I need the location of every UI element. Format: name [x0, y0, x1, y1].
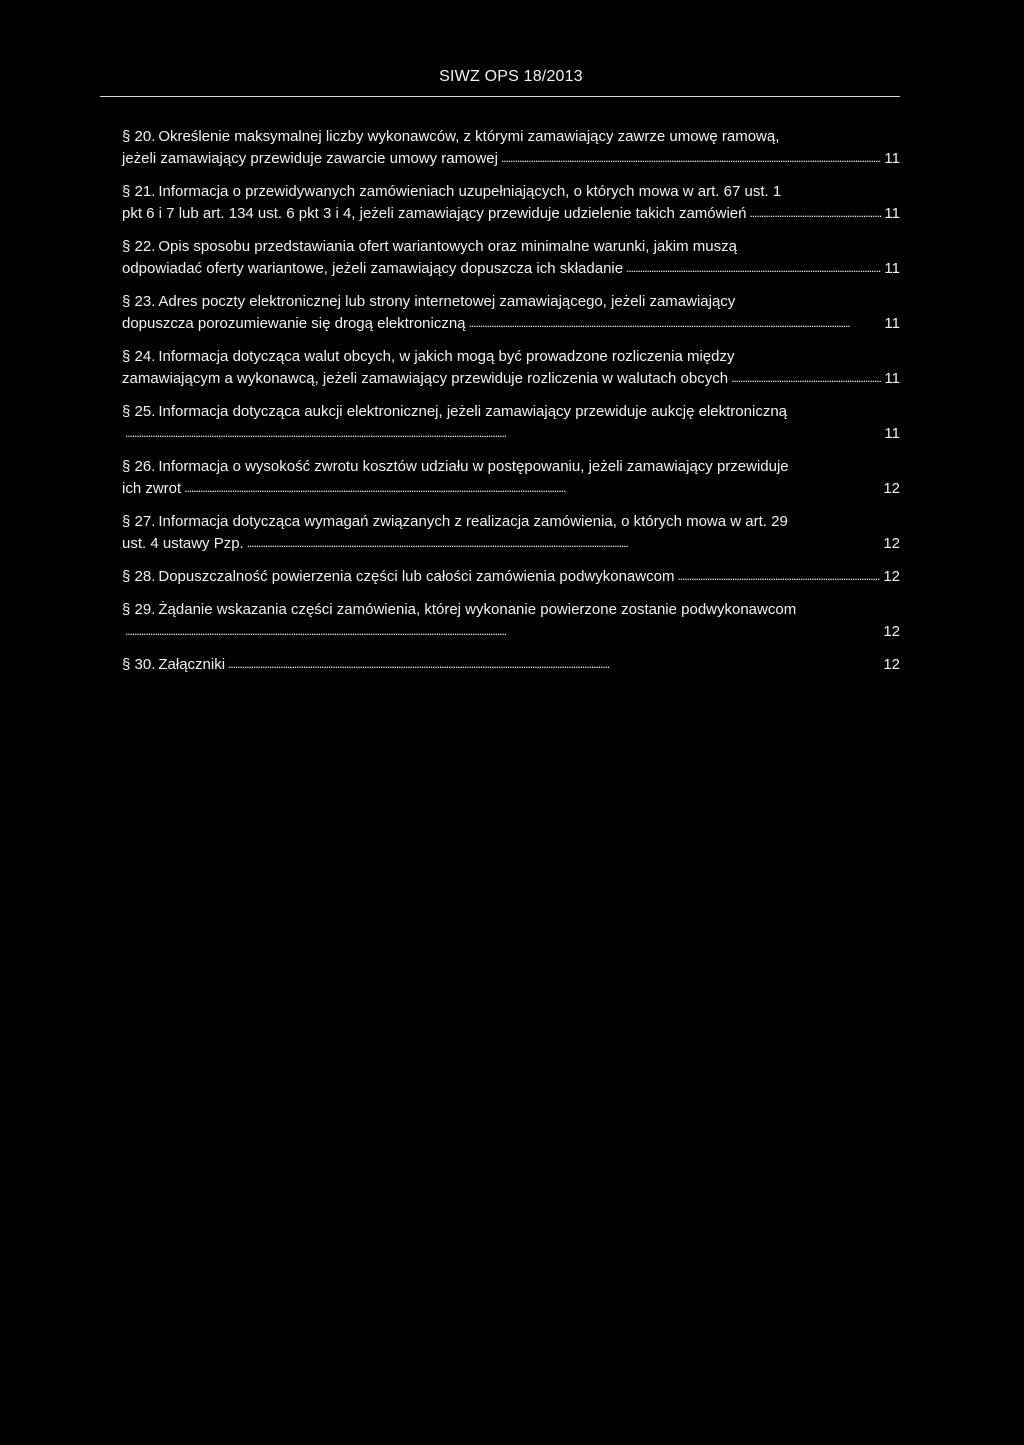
- section-number: § 26.: [122, 458, 156, 475]
- page-number: 11: [884, 205, 900, 222]
- toc-entry-title: Żądanie wskazania części zamówienia, której wykonanie powierzone zostanie podwykonawcom: [158, 601, 797, 618]
- toc-entry-text: [122, 236, 900, 258]
- toc-entry-title: Adres poczty elektronicznej lub strony internetowej zamawiającego, jeżeli zamawiający: [158, 293, 736, 310]
- leader-dots: [626, 257, 881, 279]
- toc-entry-leader-line: [122, 368, 900, 390]
- table-of-contents: [122, 126, 900, 687]
- page-number: 11: [884, 370, 900, 387]
- header-rule: [100, 96, 900, 97]
- toc-entry-title: [122, 148, 498, 170]
- toc-entry-title: Informacja dotycząca wymagań związanych z realizacja zamówienia, o których mowa w art. 29: [158, 513, 788, 530]
- toc-entry-text: [122, 401, 900, 423]
- leader-dots: [501, 147, 881, 169]
- toc-entry-title-end: odpowiadać oferty wariantowe, jeżeli zamawiający dopuszcza ich składanie: [122, 260, 624, 277]
- page-number: 11: [884, 150, 900, 167]
- toc-entry[interactable]: [122, 599, 900, 643]
- toc-entry-title: [122, 478, 181, 500]
- toc-entry-text: [122, 291, 900, 313]
- leader-dots: [184, 477, 880, 499]
- leader-dots: [228, 653, 880, 675]
- toc-entry-leader-line: [122, 654, 900, 676]
- leader-dots: [125, 620, 880, 642]
- toc-entry-leader-line: [122, 258, 900, 280]
- toc-entry-leader-line: [122, 533, 900, 555]
- page-header: SIWZ OPS 18/2013: [439, 68, 583, 85]
- toc-entry-title: [122, 203, 747, 225]
- section-number: § 23.: [122, 293, 156, 310]
- toc-entry-title: Informacja o wysokość zwrotu kosztów udziału w postępowaniu, jeżeli zamawiający przewiduje: [158, 458, 789, 475]
- toc-entry[interactable]: [122, 401, 900, 445]
- toc-entry[interactable]: [122, 291, 900, 335]
- toc-entry-title-end: pkt 6 i 7 lub art. 134 ust. 6 pkt 3 i 4, jeżeli zamawiający przewiduje udzielenie takich zamówień: [122, 205, 747, 222]
- toc-entry[interactable]: [122, 126, 900, 170]
- section-number: § 25.: [122, 403, 156, 420]
- toc-entry[interactable]: [122, 181, 900, 225]
- toc-entry-title-end: ust. 4 ustawy Pzp.: [122, 535, 244, 552]
- page-number: 12: [883, 623, 900, 640]
- leader-dots: [677, 565, 880, 587]
- page-number: 12: [883, 656, 900, 673]
- toc-entry-title: Informacja dotycząca walut obcych, w jakich mogą być prowadzone rozliczenia między: [158, 348, 735, 365]
- page-number: 11: [884, 425, 900, 442]
- page-number: 11: [884, 260, 900, 277]
- toc-entry-title: [122, 566, 674, 588]
- toc-entry[interactable]: [122, 346, 900, 390]
- leader-dots: [750, 202, 882, 224]
- toc-entry-title: [122, 654, 225, 676]
- toc-entry-leader-line: [122, 203, 900, 225]
- toc-entry-leader-line: [122, 148, 900, 170]
- toc-entry-text: [122, 511, 900, 533]
- leader-dots: [731, 367, 881, 389]
- section-number: § 24.: [122, 348, 156, 365]
- section-number: § 30.: [122, 656, 156, 673]
- section-number: § 22.: [122, 238, 156, 255]
- toc-entry-text: [122, 346, 900, 368]
- toc-entry-title-end: zamawiającym a wykonawcą, jeżeli zamawiający przewiduje rozliczenia w walutach obcych: [122, 370, 729, 387]
- section-number: § 21.: [122, 183, 156, 200]
- toc-entry-title: Opis sposobu przedstawiania ofert wariantowych oraz minimalne warunki, jakim muszą: [158, 238, 737, 255]
- leader-dots: [247, 532, 881, 554]
- toc-entry-title: [122, 258, 623, 280]
- toc-entry[interactable]: [122, 456, 900, 500]
- toc-entry-text: [122, 599, 900, 621]
- page-number: 12: [883, 480, 900, 497]
- toc-entry-text: [122, 126, 900, 148]
- toc-entry-leader-line: [122, 423, 900, 445]
- page-number: 11: [884, 315, 900, 332]
- toc-entry-title: [122, 533, 244, 555]
- toc-entry-title: [122, 313, 466, 335]
- leader-dots: [469, 312, 882, 334]
- toc-entry[interactable]: [122, 511, 900, 555]
- section-number: § 20.: [122, 128, 156, 145]
- toc-entry-leader-line: [122, 621, 900, 643]
- toc-entry-text: [122, 456, 900, 478]
- toc-entry-title: Informacja dotycząca aukcji elektronicznej, jeżeli zamawiający przewiduje aukcję elektroniczną: [158, 403, 787, 420]
- toc-entry-title-end: ich zwrot: [122, 480, 182, 497]
- section-number: § 28.: [122, 568, 156, 585]
- toc-entry-leader-line: [122, 313, 900, 335]
- toc-entry[interactable]: [122, 236, 900, 280]
- toc-entry-title: Określenie maksymalnej liczby wykonawców, z którymi zamawiający zawrze umowę ramową,: [158, 128, 780, 145]
- toc-entry-leader-line: [122, 566, 900, 588]
- toc-entry[interactable]: [122, 654, 900, 676]
- toc-entry-title-end: Załączniki: [158, 656, 226, 673]
- toc-entry-title-end: jeżeli zamawiający przewiduje zawarcie umowy ramowej: [122, 150, 498, 167]
- toc-entry-title-end: Dopuszczalność powierzenia części lub całości zamówienia podwykonawcom: [158, 568, 675, 585]
- toc-entry-leader-line: [122, 478, 900, 500]
- toc-entry-title: [122, 368, 728, 390]
- leader-dots: [125, 422, 881, 444]
- toc-entry-title-end: dopuszcza porozumiewanie się drogą elektroniczną: [122, 315, 466, 332]
- toc-entry-title: Informacja o przewidywanych zamówieniach uzupełniających, o których mowa w art. 67 ust. 1: [158, 183, 782, 200]
- page-number: 12: [883, 568, 900, 585]
- section-number: § 27.: [122, 513, 156, 530]
- page-number: 12: [883, 535, 900, 552]
- toc-entry[interactable]: [122, 566, 900, 588]
- toc-entry-text: [122, 181, 900, 203]
- section-number: § 29.: [122, 601, 156, 618]
